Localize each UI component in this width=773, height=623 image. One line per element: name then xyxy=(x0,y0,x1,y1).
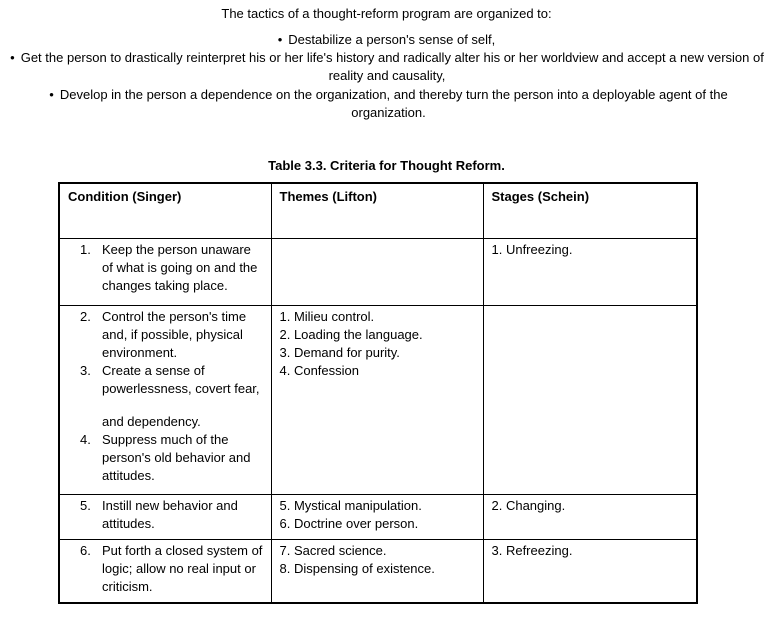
theme-item: 5. Mystical manipulation. xyxy=(279,498,422,513)
stage-cell: 2. Changing. xyxy=(483,495,697,540)
stage-cell: 3. Refreezing. xyxy=(483,540,697,604)
theme-item: 3. Demand for purity. xyxy=(279,345,400,360)
table-row xyxy=(59,239,697,306)
condition-item: 3. Create a sense of powerlessness, covert fear, xyxy=(80,363,260,396)
condition-cell xyxy=(59,306,271,495)
bullet-text: • Develop in the person a dependence on the organization, and thereby turn the person into a deployable agent of the organization. xyxy=(49,87,727,120)
condition-item: 1. Keep the person unaware of what is going on and the changes taking place. xyxy=(80,242,258,293)
spacer xyxy=(68,398,263,413)
table-row xyxy=(59,540,697,604)
condition-item: 6. Put forth a closed system of logic; allow no real input or criticism. xyxy=(80,543,263,594)
header-condition: Condition (Singer) xyxy=(59,183,271,239)
header-themes: Themes (Lifton) xyxy=(271,183,483,239)
table-row xyxy=(59,495,697,540)
themes-cell xyxy=(271,239,483,306)
header-stages: Stages (Schein) xyxy=(483,183,697,239)
themes-cell xyxy=(271,540,483,604)
bullet-item xyxy=(0,31,773,49)
stage-cell: 1. Unfreezing. xyxy=(483,239,697,306)
condition-item: and dependency. xyxy=(102,414,201,429)
intro-text: The tactics of a thought-reform program are organized to: xyxy=(221,6,552,21)
bullet-item xyxy=(36,86,741,122)
bullet-item xyxy=(4,49,770,85)
table-header-row xyxy=(59,183,697,239)
condition-cell xyxy=(59,239,271,306)
themes-cell xyxy=(271,495,483,540)
theme-item: 1. Milieu control. xyxy=(279,309,375,324)
condition-cell xyxy=(59,540,271,604)
theme-item: 2. Loading the language. xyxy=(279,327,423,342)
condition-cell xyxy=(59,495,271,540)
theme-item: 6. Doctrine over person. xyxy=(279,516,419,531)
stage-cell xyxy=(483,306,697,495)
table-row xyxy=(59,306,697,495)
theme-item: 8. Dispensing of existence. xyxy=(279,561,435,576)
bullet-text: • Get the person to drastically reinterpret his or her life's history and radically alter his or her worldview and accept a new version of reality and causality, xyxy=(10,50,764,83)
theme-item: 4. Confession xyxy=(279,363,359,378)
theme-item: 7. Sacred science. xyxy=(279,543,387,558)
condition-item: 5. Instill new behavior and attitudes. xyxy=(80,498,238,531)
table-caption: Table 3.3. Criteria for Thought Reform. xyxy=(268,158,505,173)
condition-item: 4. Suppress much of the person's old behavior and attitudes. xyxy=(80,432,251,483)
criteria-table xyxy=(58,182,698,604)
themes-cell xyxy=(271,306,483,495)
condition-item: 2. Control the person's time and, if possible, physical environment. xyxy=(80,309,247,360)
bullet-text: • Destabilize a person's sense of self, xyxy=(278,32,496,47)
